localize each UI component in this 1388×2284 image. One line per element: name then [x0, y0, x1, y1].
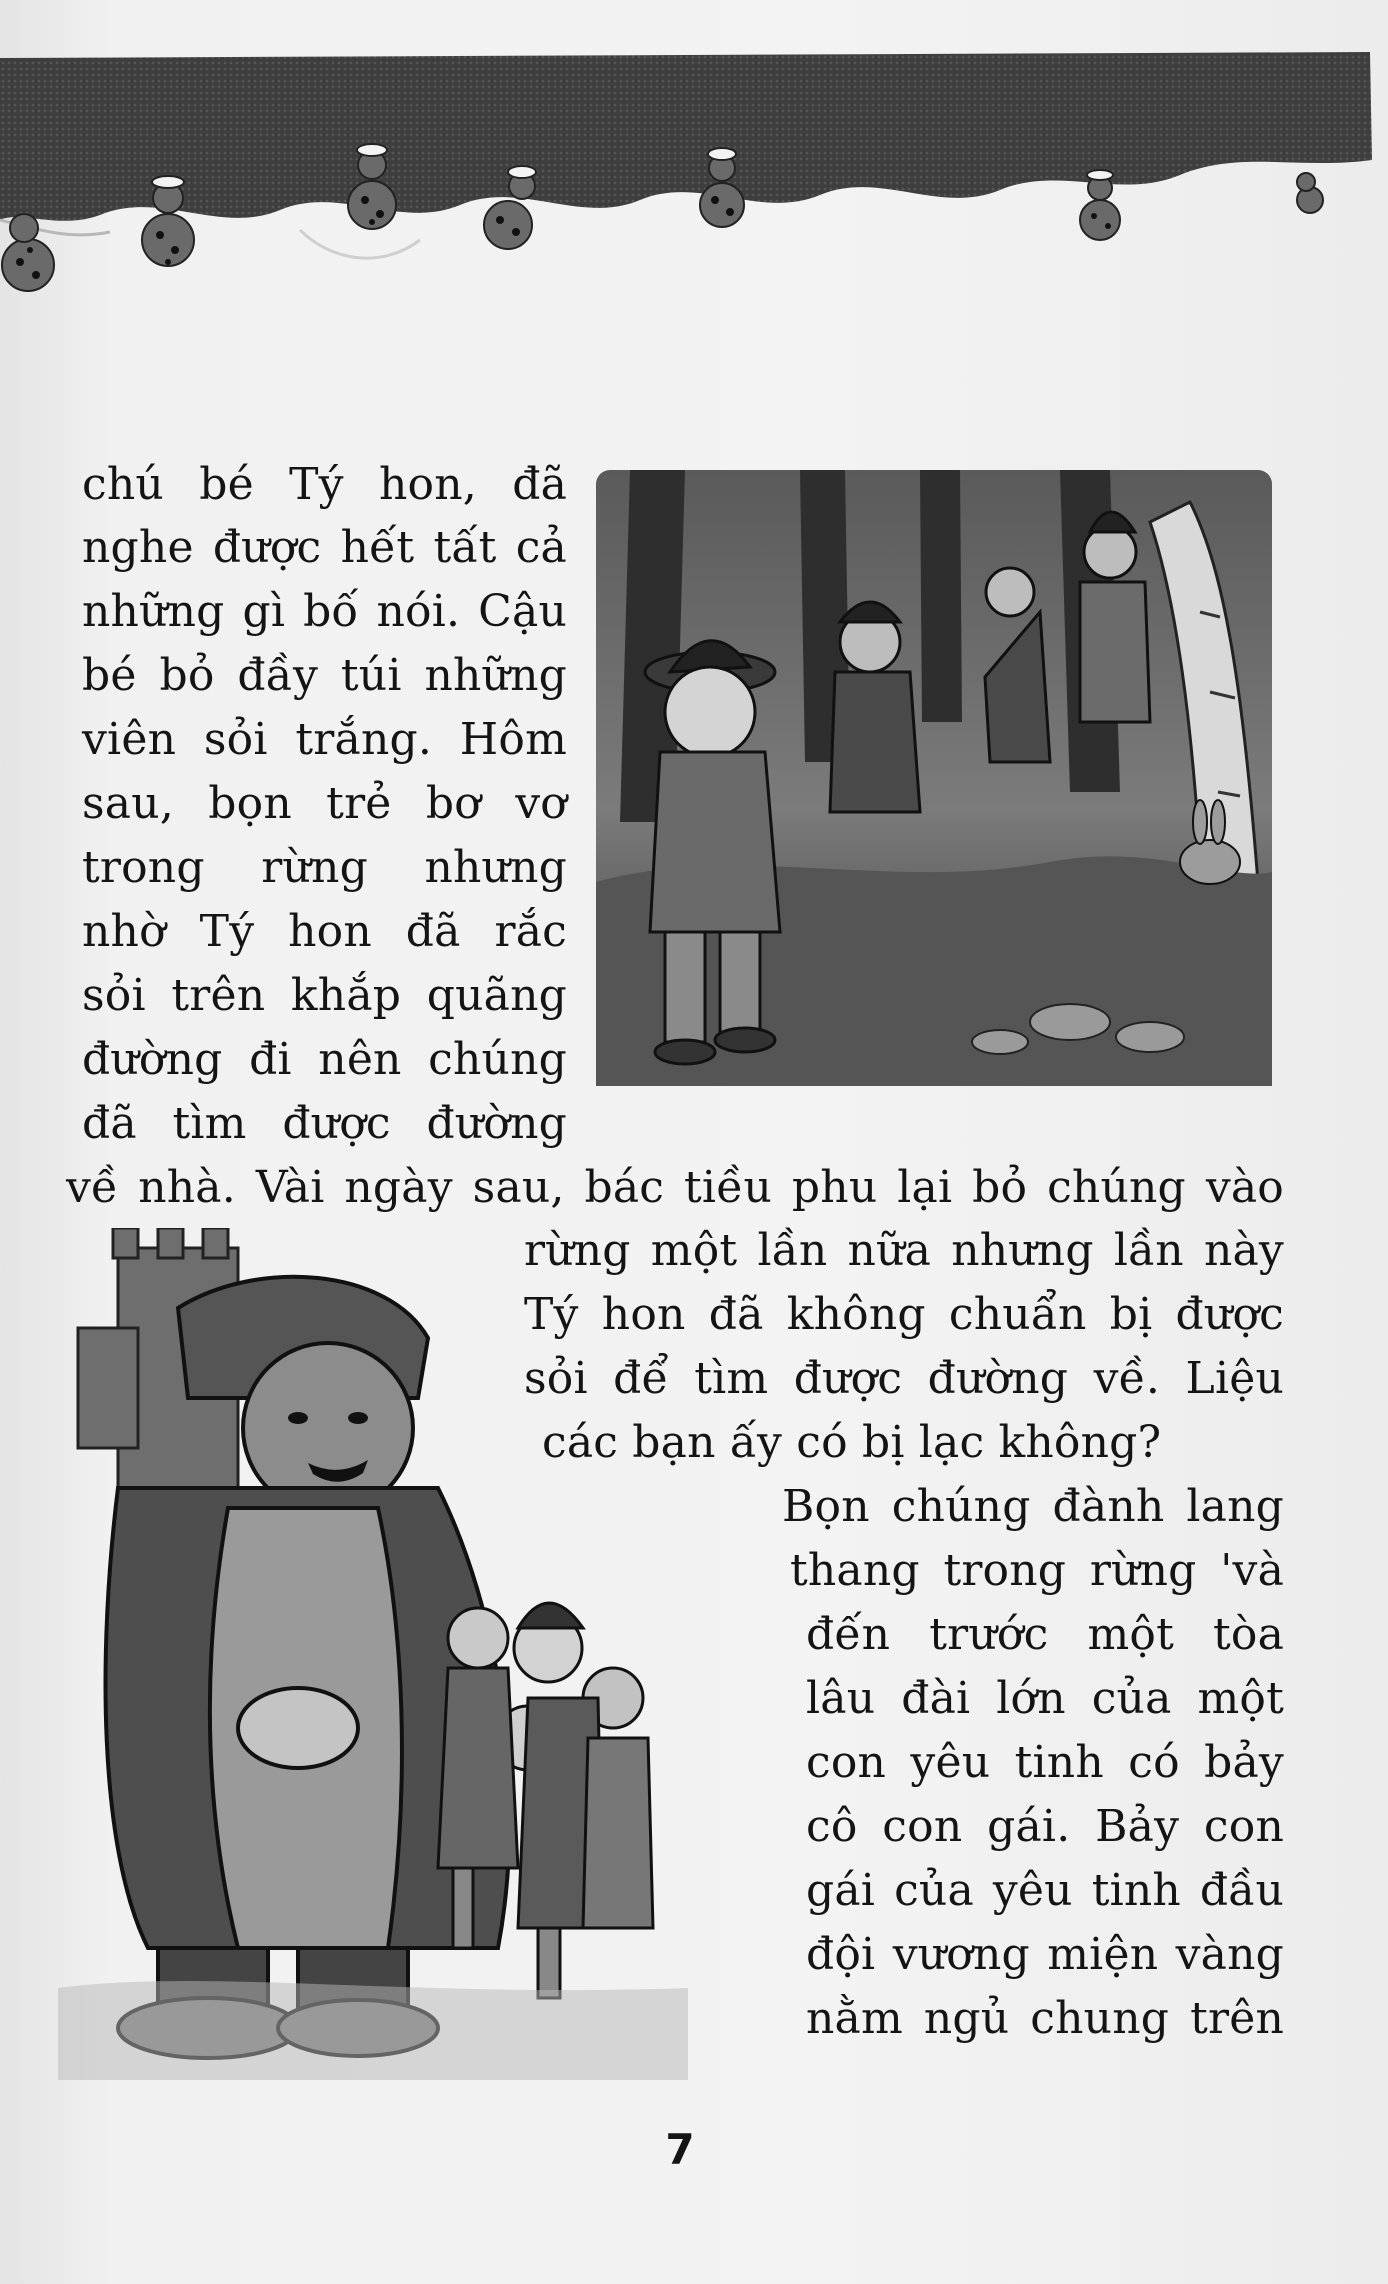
text-line: con yêu tinh có bảy — [806, 1737, 1284, 1788]
text-line: trong rừng nhưng — [82, 842, 567, 893]
text-line: nằm ngủ chung trên — [806, 1993, 1284, 2044]
text-line: Tý hon đã không chuẩn bị được — [524, 1289, 1284, 1340]
text-line: nhờ Tý hon đã rắc — [82, 906, 567, 957]
text-line: đường đi nên chúng — [82, 1034, 567, 1085]
text-line: viên sỏi trắng. Hôm — [82, 714, 567, 765]
page-number: 7 — [665, 2125, 695, 2174]
text-line: sỏi để tìm được đường về. Liệu — [524, 1353, 1284, 1404]
text-line: đến trước một tòa — [806, 1609, 1284, 1660]
text-line: chú bé Tý hon, đã — [82, 459, 567, 510]
text-line: gái của yêu tinh đầu — [806, 1865, 1284, 1916]
text-line: nghe được hết tất cả — [82, 522, 567, 573]
header-decoration — [0, 0, 1388, 330]
text-line: sau, bọn trẻ bơ vơ — [82, 778, 567, 829]
forest-children-illustration — [590, 462, 1280, 1094]
text-line: Bọn chúng đành lang — [782, 1481, 1284, 1532]
text-line: về nhà. Vài ngày sau, bác tiều phu lại bỏ chúng vào — [66, 1162, 1284, 1213]
text-line: các bạn ấy có bị lạc không? — [542, 1417, 1162, 1468]
text-line: lâu đài lớn của một — [806, 1673, 1284, 1724]
text-line: đã tìm được đường — [82, 1098, 567, 1149]
text-line: đội vương miện vàng — [806, 1929, 1284, 1980]
text-line: cô con gái. Bảy con — [806, 1801, 1284, 1852]
text-line: những gì bố nói. Cậu — [82, 586, 567, 637]
text-line: thang trong rừng 'và — [790, 1545, 1284, 1596]
text-line: sỏi trên khắp quãng — [82, 970, 567, 1021]
text-line: bé bỏ đầy túi những — [82, 650, 567, 701]
text-line: rừng một lần nữa nhưng lần này — [524, 1225, 1284, 1276]
